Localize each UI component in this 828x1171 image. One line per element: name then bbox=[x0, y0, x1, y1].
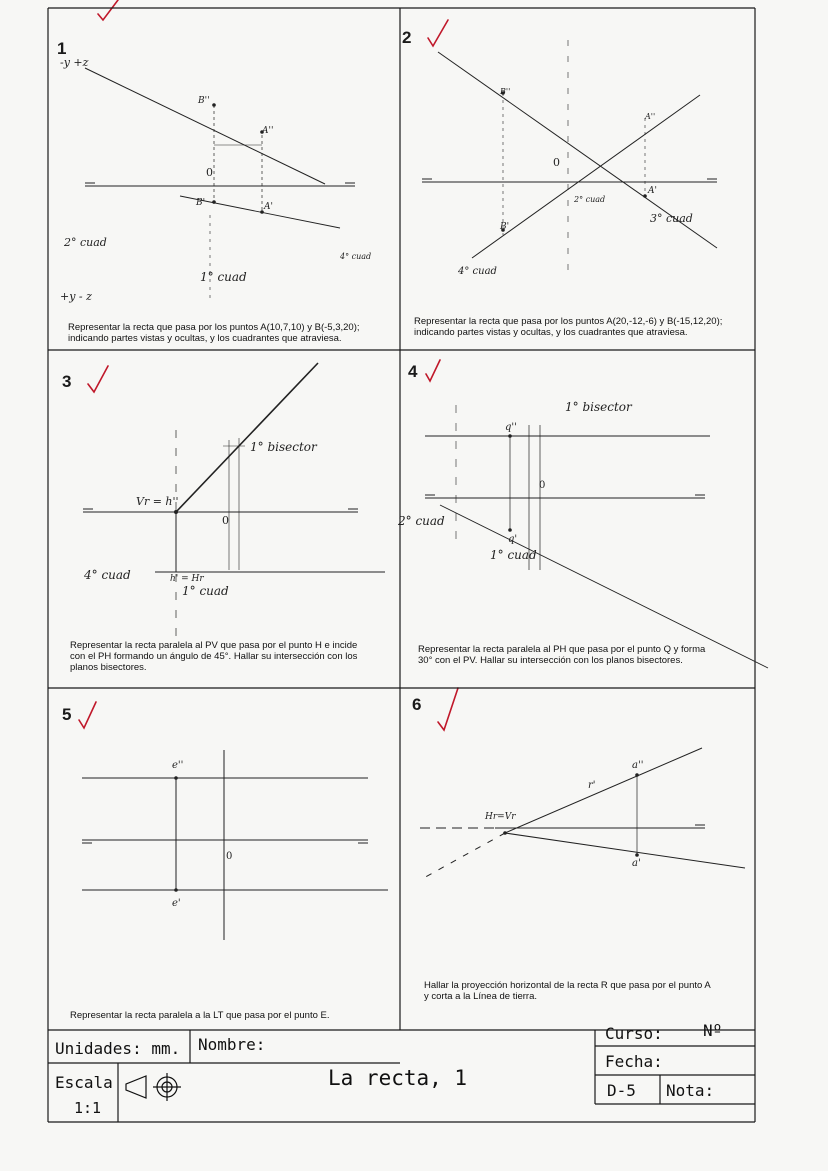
origin-label: 0 bbox=[222, 514, 229, 527]
caption-line: planos bisectores. bbox=[70, 662, 147, 673]
panel-2-drawing bbox=[422, 40, 717, 280]
caption-line: Hallar la proyección horizontal de la recta R que pasa por el punto A bbox=[424, 980, 711, 991]
point-label: h' = Hr bbox=[170, 574, 204, 584]
point-label: q'' bbox=[505, 422, 517, 433]
panel-6-drawing bbox=[420, 748, 745, 880]
axis-label: +y - z bbox=[60, 290, 92, 303]
check-marks bbox=[79, 0, 458, 730]
name-label: Nombre: bbox=[198, 1035, 266, 1054]
point-label: A' bbox=[264, 202, 273, 212]
panel-caption bbox=[70, 640, 357, 673]
quadrant-label: 2° cuad bbox=[574, 195, 606, 204]
check-mark-icon bbox=[426, 360, 440, 381]
scale-label: Escala bbox=[55, 1073, 113, 1092]
check-mark-icon bbox=[88, 366, 108, 392]
caption-line: Representar la recta que pasa por los puntos A(10,7,10) y B(-5,3,20); bbox=[68, 322, 360, 333]
panel-caption bbox=[68, 322, 360, 344]
check-mark-icon bbox=[438, 688, 458, 730]
panel-number: 4 bbox=[408, 362, 418, 381]
panel-number: 5 bbox=[62, 705, 72, 724]
point-label: A'' bbox=[645, 112, 656, 121]
quadrant-label: 4° cuad bbox=[340, 252, 372, 261]
panel-number: 2 bbox=[402, 28, 412, 47]
point-label: A'' bbox=[262, 126, 274, 136]
bisector-label: 1° bisector bbox=[250, 440, 317, 454]
point-label: B' bbox=[196, 198, 206, 208]
quadrant-label: 4° cuad bbox=[458, 266, 497, 277]
caption-line: indicando partes vistas y ocultas, y los cuadrantes que atraviesa. bbox=[68, 333, 342, 344]
axis-label: -y +z bbox=[60, 56, 89, 69]
panel-1-drawing bbox=[85, 68, 355, 300]
caption-line: Representar la recta paralela a la LT que pasa por el punto E. bbox=[70, 1010, 330, 1021]
quadrant-label: 2° cuad bbox=[398, 514, 445, 528]
point-label: a'' bbox=[632, 760, 644, 771]
caption-line: Representar la recta paralela al PV que pasa por el punto H e incide bbox=[70, 640, 358, 651]
panel-number: 3 bbox=[62, 372, 72, 391]
caption-line: Representar la recta que pasa por los puntos A(20,-12,-6) y B(-15,12,20); bbox=[414, 316, 723, 327]
caption-line: 30° con el PV. Hallar su intersección con los planos bisectores. bbox=[418, 655, 683, 666]
date-label: Fecha: bbox=[605, 1052, 663, 1071]
quadrant-label: 2° cuad bbox=[64, 236, 107, 249]
grade-label: Nota: bbox=[666, 1081, 715, 1100]
quadrant-label: 3° cuad bbox=[650, 212, 693, 225]
panel-5-drawing bbox=[82, 750, 388, 940]
quadrant-label: 1° cuad bbox=[200, 270, 247, 284]
caption-line: indicando partes vistas y ocultas, y los cuadrantes que atraviesa. bbox=[414, 327, 688, 338]
sheet-code: D-5 bbox=[607, 1081, 636, 1100]
caption-line: y corta a la Línea de tierra. bbox=[424, 991, 538, 1002]
units-label: Unidades: mm. bbox=[55, 1039, 181, 1058]
course-label: Curso: bbox=[605, 1024, 663, 1043]
origin-label: 0 bbox=[206, 166, 213, 179]
check-mark-icon bbox=[428, 20, 448, 46]
projection-symbol-icon bbox=[126, 1073, 181, 1101]
origin-label: 0 bbox=[226, 851, 233, 862]
panel-caption bbox=[414, 316, 722, 338]
point-label: B' bbox=[500, 222, 510, 232]
point-label: Vr = h'' bbox=[136, 495, 179, 508]
caption-line: Representar la recta paralela al PH que pasa por el punto Q y forma bbox=[418, 644, 706, 655]
quadrant-label: 1° cuad bbox=[182, 584, 229, 598]
point-label: e' bbox=[172, 898, 181, 909]
check-mark-icon bbox=[79, 702, 96, 728]
quadrant-label: 1° cuad bbox=[490, 548, 537, 562]
bisector-label: 1° bisector bbox=[565, 400, 632, 414]
origin-label: 0 bbox=[539, 480, 546, 491]
quadrant-label: 4° cuad bbox=[84, 568, 131, 582]
caption-line: con el PH formando un ángulo de 45°. Hallar su intersección con los bbox=[70, 651, 358, 662]
origin-label: 0 bbox=[553, 156, 560, 169]
point-label: B'' bbox=[198, 96, 210, 106]
point-label: e'' bbox=[172, 760, 184, 771]
panel-number: 1 bbox=[57, 39, 67, 58]
panel-4-drawing bbox=[425, 405, 768, 668]
line-label: r' bbox=[588, 780, 596, 791]
panel-caption bbox=[424, 980, 711, 1002]
point-label: B'' bbox=[500, 87, 511, 96]
panel-number: 6 bbox=[412, 695, 422, 714]
sheet-title: La recta, 1 bbox=[328, 1066, 468, 1090]
panel-3-drawing bbox=[83, 363, 385, 640]
point-label: q' bbox=[508, 534, 518, 545]
scale-value: 1:1 bbox=[74, 1099, 102, 1117]
point-label: a' bbox=[632, 858, 641, 869]
panel-caption bbox=[418, 644, 705, 666]
check-mark-icon bbox=[98, 0, 118, 20]
point-label: A' bbox=[648, 186, 657, 196]
panel-grid bbox=[48, 8, 755, 1122]
panel-caption bbox=[70, 1010, 329, 1021]
number-label: Nº bbox=[703, 1021, 723, 1040]
point-label: Hr=Vr bbox=[485, 812, 516, 822]
